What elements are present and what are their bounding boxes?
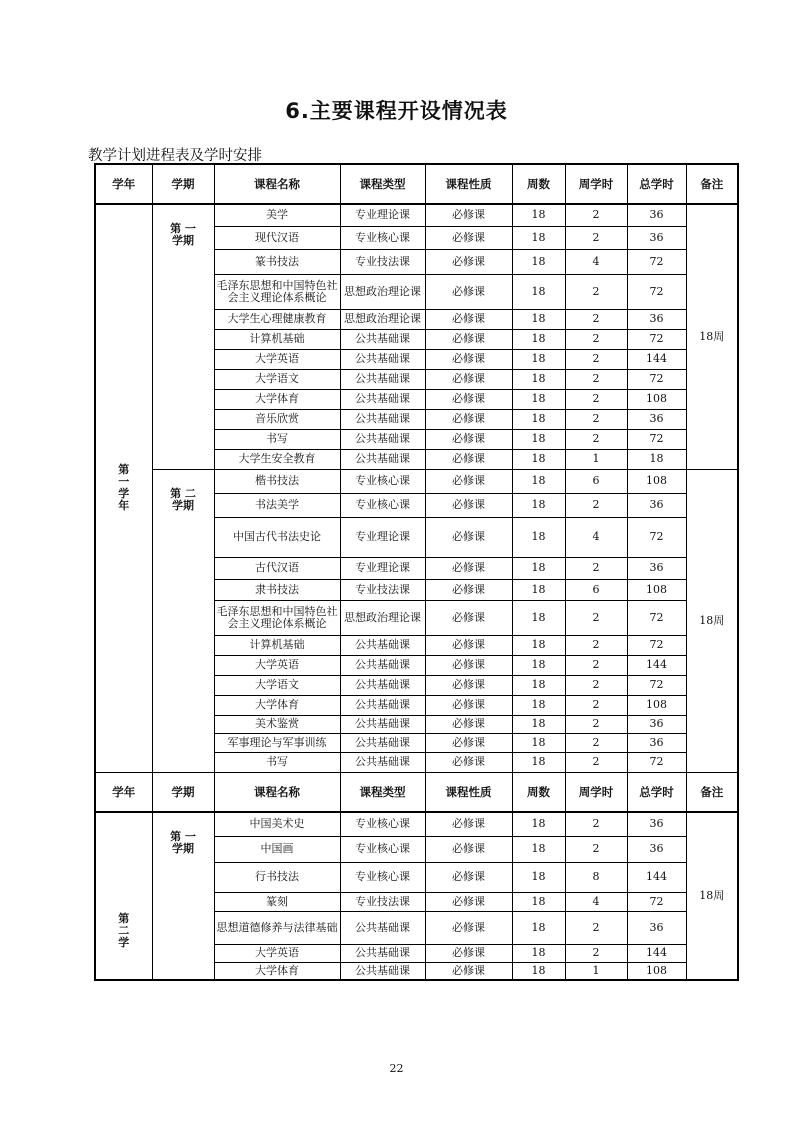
weeks: 18	[512, 655, 565, 675]
year-label	[95, 204, 152, 772]
course-type: 专业核心课	[340, 493, 425, 517]
year-label	[95, 812, 152, 980]
weekly-hours: 2	[565, 911, 627, 944]
weekly-hours: 2	[565, 715, 627, 733]
course-name: 大学体育	[214, 695, 340, 715]
column-header: 学年	[95, 772, 152, 812]
weeks: 18	[512, 752, 565, 772]
year-label-char: 第	[118, 463, 130, 477]
page-number: 22	[389, 1062, 404, 1075]
column-header: 周学时	[565, 772, 627, 812]
page-title: 6.主要课程开设情况表	[285, 99, 508, 123]
weekly-hours: 2	[565, 944, 627, 962]
year-label-char: 第	[118, 912, 130, 925]
weekly-hours: 2	[565, 226, 627, 249]
course-name: 书法美学	[214, 493, 340, 517]
weeks: 18	[512, 695, 565, 715]
column-header: 周数	[512, 164, 565, 204]
total-hours: 36	[627, 557, 686, 579]
course-name: 大学体育	[214, 962, 340, 980]
total-hours: 72	[627, 369, 686, 389]
weeks: 18	[512, 675, 565, 695]
course-nature: 必修课	[425, 389, 512, 409]
weekly-hours: 2	[565, 695, 627, 715]
course-type: 公共基础课	[340, 695, 425, 715]
course-type: 专业核心课	[340, 226, 425, 249]
course-nature: 必修课	[425, 836, 512, 862]
course-name: 书写	[214, 752, 340, 772]
year-label-char: 年	[118, 499, 130, 513]
column-header: 周学时	[565, 164, 627, 204]
course-nature: 必修课	[425, 493, 512, 517]
course-nature: 必修课	[425, 469, 512, 493]
total-hours: 36	[627, 812, 686, 836]
weekly-hours: 6	[565, 469, 627, 493]
total-hours: 72	[627, 329, 686, 349]
weeks: 18	[512, 409, 565, 429]
total-hours: 72	[627, 249, 686, 274]
course-name: 思想道德修养与法律基础	[214, 911, 340, 944]
weekly-hours: 2	[565, 409, 627, 429]
total-hours: 108	[627, 695, 686, 715]
course-nature: 必修课	[425, 329, 512, 349]
weekly-hours: 2	[565, 369, 627, 389]
course-name: 音乐欣赏	[214, 409, 340, 429]
table-subtitle: 教学计划进程表及学时安排	[88, 148, 262, 164]
total-hours: 72	[627, 635, 686, 655]
table-row	[95, 812, 738, 836]
term-label	[152, 812, 214, 911]
course-nature: 必修课	[425, 600, 512, 635]
course-name: 中国古代书法史论	[214, 517, 340, 557]
weekly-hours: 2	[565, 836, 627, 862]
term-remark: 18周	[686, 204, 738, 469]
total-hours: 72	[627, 892, 686, 911]
weeks: 18	[512, 449, 565, 469]
course-name: 大学英语	[214, 655, 340, 675]
term-label	[152, 469, 214, 772]
course-name: 古代汉语	[214, 557, 340, 579]
course-name: 楷书技法	[214, 469, 340, 493]
table-row	[95, 204, 738, 226]
course-name: 美学	[214, 204, 340, 226]
course-type: 专业技法课	[340, 579, 425, 600]
weeks: 18	[512, 812, 565, 836]
column-header: 课程类型	[340, 164, 425, 204]
term-label-line1: 第 一	[170, 830, 196, 843]
course-nature: 必修课	[425, 812, 512, 836]
weekly-hours: 2	[565, 635, 627, 655]
weekly-hours: 2	[565, 204, 627, 226]
course-type: 公共基础课	[340, 369, 425, 389]
weeks: 18	[512, 557, 565, 579]
total-hours: 144	[627, 862, 686, 892]
weekly-hours: 2	[565, 429, 627, 449]
term-label	[152, 204, 214, 469]
term-remark: 18周	[686, 469, 738, 772]
total-hours: 18	[627, 449, 686, 469]
course-type: 公共基础课	[340, 752, 425, 772]
course-type: 公共基础课	[340, 675, 425, 695]
course-nature: 必修课	[425, 655, 512, 675]
course-nature: 必修课	[425, 579, 512, 600]
column-header: 课程名称	[214, 772, 340, 812]
weekly-hours: 4	[565, 517, 627, 557]
weeks: 18	[512, 249, 565, 274]
course-name: 现代汉语	[214, 226, 340, 249]
column-header: 备注	[686, 164, 738, 204]
course-name: 大学生心理健康教育	[214, 309, 340, 329]
course-name: 计算机基础	[214, 329, 340, 349]
weekly-hours: 4	[565, 892, 627, 911]
weeks: 18	[512, 715, 565, 733]
course-type: 专业理论课	[340, 517, 425, 557]
course-name: 计算机基础	[214, 635, 340, 655]
course-type: 公共基础课	[340, 715, 425, 733]
year-label-char: 学	[118, 487, 130, 501]
total-hours: 36	[627, 309, 686, 329]
course-name: 篆书技法	[214, 249, 340, 274]
course-name: 大学英语	[214, 349, 340, 369]
weekly-hours: 2	[565, 557, 627, 579]
course-type: 思想政治理论课	[340, 274, 425, 309]
weekly-hours: 2	[565, 493, 627, 517]
weeks: 18	[512, 309, 565, 329]
weeks: 18	[512, 274, 565, 309]
course-type: 公共基础课	[340, 962, 425, 980]
course-type: 公共基础课	[340, 655, 425, 675]
course-type: 专业核心课	[340, 836, 425, 862]
course-type: 公共基础课	[340, 944, 425, 962]
column-header: 备注	[686, 772, 738, 812]
total-hours: 36	[627, 226, 686, 249]
course-nature: 必修课	[425, 309, 512, 329]
total-hours: 36	[627, 409, 686, 429]
year-label-char: 二	[118, 924, 130, 937]
course-type: 公共基础课	[340, 911, 425, 944]
course-nature: 必修课	[425, 226, 512, 249]
course-type: 公共基础课	[340, 389, 425, 409]
weekly-hours: 1	[565, 449, 627, 469]
total-hours: 72	[627, 517, 686, 557]
course-nature: 必修课	[425, 557, 512, 579]
weeks: 18	[512, 862, 565, 892]
course-nature: 必修课	[425, 911, 512, 944]
weekly-hours: 2	[565, 675, 627, 695]
total-hours: 72	[627, 600, 686, 635]
table-header-row	[95, 164, 738, 204]
weekly-hours: 2	[565, 752, 627, 772]
course-nature: 必修课	[425, 695, 512, 715]
weekly-hours: 2	[565, 600, 627, 635]
weekly-hours: 6	[565, 579, 627, 600]
column-header: 学期	[152, 772, 214, 812]
term-label-line2: 学期	[172, 842, 194, 855]
course-type: 专业核心课	[340, 862, 425, 892]
weeks: 18	[512, 635, 565, 655]
weekly-hours: 4	[565, 249, 627, 274]
column-header: 周数	[512, 772, 565, 812]
course-name: 篆刻	[214, 892, 340, 911]
course-nature: 必修课	[425, 752, 512, 772]
weeks: 18	[512, 579, 565, 600]
course-name: 大学语文	[214, 369, 340, 389]
total-hours: 72	[627, 752, 686, 772]
course-type: 思想政治理论课	[340, 600, 425, 635]
course-name: 美术鉴赏	[214, 715, 340, 733]
course-type: 公共基础课	[340, 349, 425, 369]
column-header: 课程性质	[425, 164, 512, 204]
weekly-hours: 2	[565, 389, 627, 409]
weeks: 18	[512, 733, 565, 752]
course-type: 专业技法课	[340, 892, 425, 911]
column-header: 总学时	[627, 772, 686, 812]
year-label-char: 学	[118, 936, 130, 949]
column-header: 学年	[95, 164, 152, 204]
course-nature: 必修课	[425, 715, 512, 733]
weekly-hours: 2	[565, 329, 627, 349]
term-label-empty	[152, 911, 214, 980]
course-name: 大学生安全教育	[214, 449, 340, 469]
course-type: 专业核心课	[340, 469, 425, 493]
course-name: 毛泽东思想和中国特色社会主义理论体系概论	[214, 274, 340, 309]
course-type: 公共基础课	[340, 329, 425, 349]
course-nature: 必修课	[425, 449, 512, 469]
total-hours: 36	[627, 204, 686, 226]
weekly-hours: 2	[565, 274, 627, 309]
course-nature: 必修课	[425, 204, 512, 226]
course-name: 大学体育	[214, 389, 340, 409]
total-hours: 144	[627, 944, 686, 962]
table-row	[95, 911, 738, 944]
course-type: 专业理论课	[340, 204, 425, 226]
weekly-hours: 2	[565, 349, 627, 369]
total-hours: 108	[627, 579, 686, 600]
course-nature: 必修课	[425, 274, 512, 309]
total-hours: 36	[627, 715, 686, 733]
course-nature: 必修课	[425, 369, 512, 389]
weeks: 18	[512, 226, 565, 249]
course-nature: 必修课	[425, 429, 512, 449]
weeks: 18	[512, 962, 565, 980]
course-type: 公共基础课	[340, 449, 425, 469]
term-label-line2: 学期	[172, 498, 194, 512]
column-header: 课程性质	[425, 772, 512, 812]
course-name: 隶书技法	[214, 579, 340, 600]
course-table	[94, 163, 739, 981]
weekly-hours: 2	[565, 309, 627, 329]
course-nature: 必修课	[425, 517, 512, 557]
weekly-hours: 8	[565, 862, 627, 892]
weeks: 18	[512, 944, 565, 962]
weeks: 18	[512, 517, 565, 557]
term-label-line1: 第 二	[170, 486, 196, 500]
weekly-hours: 1	[565, 962, 627, 980]
course-nature: 必修课	[425, 675, 512, 695]
course-type: 思想政治理论课	[340, 309, 425, 329]
weeks: 18	[512, 600, 565, 635]
course-type: 公共基础课	[340, 733, 425, 752]
total-hours: 36	[627, 733, 686, 752]
column-header: 课程类型	[340, 772, 425, 812]
total-hours: 144	[627, 349, 686, 369]
course-name: 军事理论与军事训练	[214, 733, 340, 752]
weeks: 18	[512, 369, 565, 389]
weeks: 18	[512, 349, 565, 369]
total-hours: 144	[627, 655, 686, 675]
course-type: 公共基础课	[340, 635, 425, 655]
table-header-row	[95, 772, 738, 812]
course-nature: 必修课	[425, 635, 512, 655]
total-hours: 108	[627, 389, 686, 409]
weekly-hours: 2	[565, 733, 627, 752]
course-type: 专业技法课	[340, 249, 425, 274]
total-hours: 108	[627, 469, 686, 493]
weekly-hours: 2	[565, 655, 627, 675]
weeks: 18	[512, 329, 565, 349]
total-hours: 72	[627, 429, 686, 449]
weeks: 18	[512, 836, 565, 862]
year-label-char: 一	[118, 475, 130, 489]
table-row	[95, 469, 738, 493]
total-hours: 72	[627, 675, 686, 695]
course-name: 行书技法	[214, 862, 340, 892]
weeks: 18	[512, 469, 565, 493]
course-nature: 必修课	[425, 962, 512, 980]
term-label-line2: 学期	[172, 234, 194, 247]
course-type: 专业理论课	[340, 557, 425, 579]
column-header: 课程名称	[214, 164, 340, 204]
weeks: 18	[512, 911, 565, 944]
weeks: 18	[512, 429, 565, 449]
total-hours: 36	[627, 911, 686, 944]
course-nature: 必修课	[425, 349, 512, 369]
weeks: 18	[512, 389, 565, 409]
term-remark: 18周	[686, 812, 738, 980]
course-type: 专业核心课	[340, 812, 425, 836]
course-type: 公共基础课	[340, 409, 425, 429]
term-label-line1: 第 一	[170, 222, 196, 235]
column-header: 学期	[152, 164, 214, 204]
weeks: 18	[512, 204, 565, 226]
course-name: 中国画	[214, 836, 340, 862]
course-nature: 必修课	[425, 944, 512, 962]
total-hours: 72	[627, 274, 686, 309]
course-name: 毛泽东思想和中国特色社会主义理论体系概论	[214, 600, 340, 635]
course-nature: 必修课	[425, 892, 512, 911]
total-hours: 36	[627, 493, 686, 517]
total-hours: 108	[627, 962, 686, 980]
course-nature: 必修课	[425, 733, 512, 752]
column-header: 总学时	[627, 164, 686, 204]
course-name: 中国美术史	[214, 812, 340, 836]
weeks: 18	[512, 493, 565, 517]
course-nature: 必修课	[425, 249, 512, 274]
weekly-hours: 2	[565, 812, 627, 836]
course-name: 大学英语	[214, 944, 340, 962]
course-name: 大学语文	[214, 675, 340, 695]
course-nature: 必修课	[425, 409, 512, 429]
course-type: 公共基础课	[340, 429, 425, 449]
course-nature: 必修课	[425, 862, 512, 892]
total-hours: 36	[627, 836, 686, 862]
weeks: 18	[512, 892, 565, 911]
course-name: 书写	[214, 429, 340, 449]
